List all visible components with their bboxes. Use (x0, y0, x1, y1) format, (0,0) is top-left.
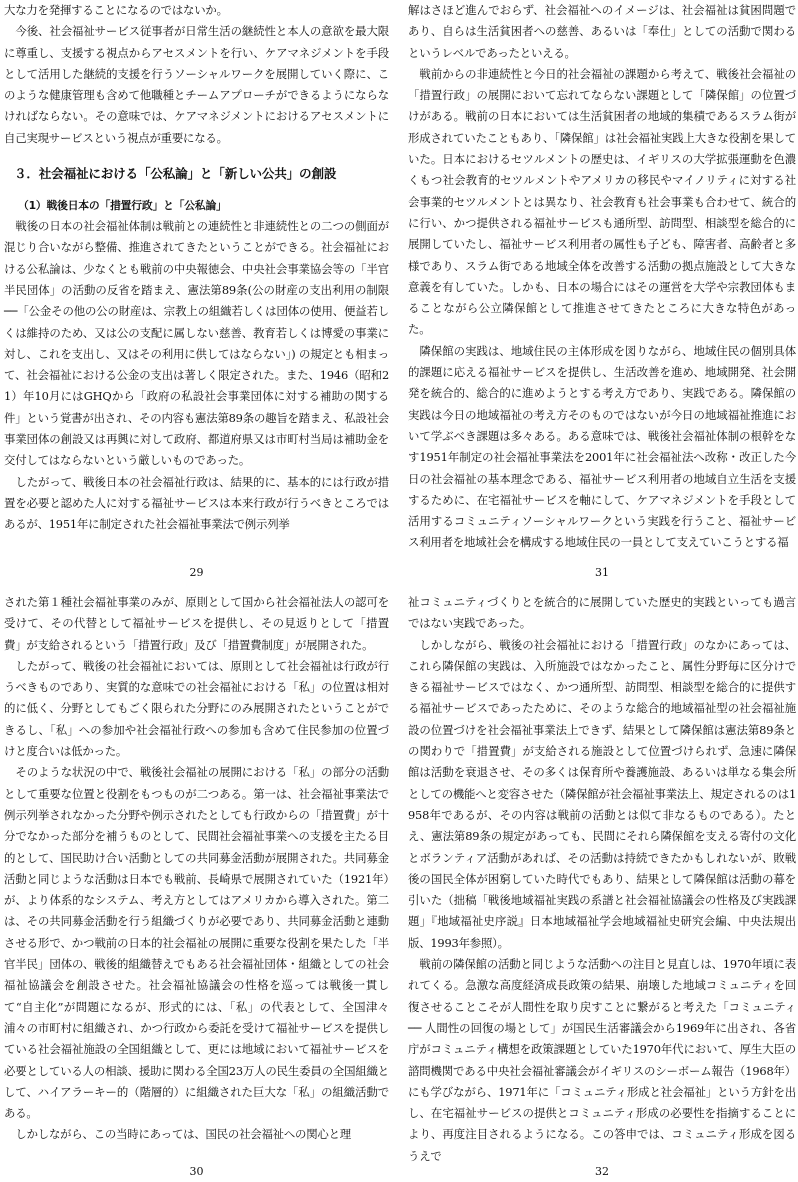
page-29-body (4, 0, 401, 536)
paragraph: したがって、戦後の社会福祉においては、原則として社会福祉は行政が行うべきものであり、実質的な意味での社会福祉における「私」の位置は相対的に低く、分野としてもごく限られた分野にのみ展開されたということができるし、「私」への参加や社会福祉行政への参加も含めて住民参加の位置づけと度合いは低かった。 (4, 658, 389, 759)
paragraph: 戦前からの非連続性と今日的社会福祉の課題から考えて、戦後社会福祉の「措置行政」の展開において忘れてならない課題として「隣保館」の位置づけがある。戦前の日本においては生活貧困者の地域的集積であるスラム街が形成されていたこともあり、「隣保館」は社会福祉実践上大きな役割を果していた。日本におけるセツルメントの歴史は、イギリスの大学拡張運動を色濃くもつ社会教育的セツルメントやアメリカの移民やマイノリティに対する社会事業的セツルメントとは異なり、社会教育も社会事業も合わせて、統合的に行い、かつ提供される福祉サービスも通所型、訪問型、相談型を総合的に展開していたし、福祉サービス利用者の属性も子ども、障害者、高齢者と多様であり、スラム街である地域全体を改善する活動の拠点施設として大きな意義を有していた。しかも、日本の場合にはその運営を大学や宗教団体もまることながら公立隣保館として推進させてきたところに大きな特色があった。 (408, 66, 796, 337)
sub-heading: （1）戦後日本の「措置行政」と「公私論」 (18, 199, 227, 213)
page-number: 30 (189, 1165, 204, 1178)
paragraph: 戦後の日本の社会福祉体制は戦前との連続性と非連続性との二つの側面が混じり合いながら整備、推進されてきたということができる。社会福祉における公私論は、少なくとも戦前の中央報徳会、中央社会事業協会等の「半官半民団体」の活動の反省を踏まえ、憲法第89条(公の財産の支出利用の制限 ──「公金その他の公の財産は、宗教上の組織若しくは団体の使用、便益若しくは維持のため、又は公の支配に属しない慈善、教育若しくは博愛の事業に対し、これを支出し、又はその利用に供してはならない」) の規定とも相まって、社会福祉における公金の支出は著しく限定された。また、1946（昭和21）年10月にはGHQから「政府の私設社会事業団体に対する補助の関する件」という覚書が出され、その内容も憲法第89条の趣旨を踏まえ、私設社会事業団体の創設又は再興に対して政府、都道府県又は市町村当局は補助金を交付してはならないという厳しいものであった。 (4, 219, 401, 468)
page-number: 31 (595, 566, 609, 579)
page-31-body (408, 0, 796, 554)
paragraph: しかしながら、戦後の社会福祉における「措置行政」のなかにあっては、これら隣保館の実践は、入所施設ではなかったこと、属性分野毎に区分けできる福祉サービスではなく、かつ通所型、訪問型、相談型を総合的に提供する福祉サービスであったために、そのような総合的地域福祉型の社会福祉施設の位置づけを社会福祉事業法上できず、結果として隣保館は憲法第89条との関わりで「措置費」が支給される施設として位置づけられず、急速に隣保館は活動を衰退させ、その多くは保育所や養護施設、あるいは単なる集会所としての機能へと変容させた（隣保館が社会福祉事業法上、規定されるのは1958年であるが、その内容は戦前の活動とは似て非なるものである）。たとえ、憲法第89条の規定があっても、民間にそれら隣保館を支える寄付の文化とボランティア活動があれば、その活動は持続できたかもしれないが、敗戦後の国民全体が困窮していた時代でもあり、結果として隣保館は活動の幕を引いた（拙稿「戦後地域福祉実践の系譜と社会福祉協議会の性格及び実践課題」『地域福祉史序説』日本地域福祉学会地域福祉史研究会編、中央法規出版、1993年参照）。 (408, 637, 796, 950)
paragraph: 隣保館の実践は、地域住民の主体形成を図りながら、地域住民の個別具体的課題に応える福祉サービスを提供し、生活改善を進め、地域開発、社会開発を統合的、総合的に進めようとする考え方であり、実践である。隣保館の実践は今日の地域福祉の考え方そのものではないが今日の地域福祉推進において学ぶべき課題は多々ある。ある意味では、戦後社会福祉体制の根幹をなす1951年制定の社会福祉事業法を2001年に社会福祉法へ改称・改正した今日の社会福祉の基本理念である、福祉サービス利用者の地域自立生活を支援するために、在宅福祉サービスを軸にして、ケアマネジメントを手段として活用するコミュニティソーシャルワークという実践を行うこと、福祉サービス利用者を地域社会を構成する地域住民の一員として支えていこうとする福 (408, 343, 796, 550)
page-29 (4, 0, 401, 585)
paragraph: そのような状況の中で、戦後社会福祉の展開における「私」の部分の活動として重要な位置と役割をもつものが二つある。第一は、社会福祉事業法で例示列挙されなかった分野や例示されたとしても行政からの「措置費」が十分でなかった部分を補うものとして、民間社会福祉事業への支援を主たる目的として、国民助け合い活動としての共同募金活動が展開された。共同募金活動と同じような活動は日本でも戦前、長崎県で展開されていた（1921年）が、より体系的なシステム、考え方としてはアメリカから導入された。第二は、その共同募金活動を行う組織づくりが必要であり、共同募金活動と連動させる形で、かつ戦前の日本的社会福祉の展開に重要な役割を果たした「半官半民」団体の、戦後的組織替えでもある社会福祉団体・組織としての社会福祉協議会を創設させた。社会福祉協議会の性格を巡っては戦後一貫して“自主化”が問題になるが、形式的には、「私」の代表として、全国津々浦々の市町村に組織され、かつ行政から委託を受けて福祉サービスを提供している社会福祉施設の全国組織として、更には地域において福祉サービスを必要としている人の相談、援助に関わる全国23万人の民生委員の全国組織として、ハイアラーキー的（階層的）に組織された巨大な「私」の組織活動である。 (4, 765, 389, 1121)
paragraph: したがって、戦後日本の社会福祉行政は、結果的に、基本的には行政が措置を必要と認めた人に対する福祉サービスは本来行政が行うべきところではあるが、1951年に制定された社会福祉事業法で例示列挙 (4, 474, 389, 532)
page-number: 29 (189, 566, 204, 579)
page-32 (408, 592, 796, 1180)
page-30-body (4, 592, 389, 1146)
paragraph: 大な力を発揮することになるのではないか。 (4, 3, 228, 17)
paragraph: 祉コミュニティづくりとを統合的に展開していた歴史的実践といっても過言ではない実践であった。 (408, 595, 796, 631)
paragraph: しかしながら、この当時にあっては、国民の社会福祉への関心と理 (15, 1127, 351, 1142)
paragraph: された第１種社会福祉事業のみが、原則として国から社会福祉法人の認可を受けて、その代替として福祉サービスを提供し、その見返りとして「措置費」が支給されるという「措置行政」及び「措置費制度」が展開された。 (4, 595, 389, 652)
page-32-body (408, 592, 796, 1167)
paragraph: 戦前の隣保館の活動と同じような活動への注目と見直しは、1970年頃に表れてくる。急激な高度経済成長政策の結果、崩壊した地域コミュニティを回復させることこそが人間性を取り戻すことに繋がると考えた「コミュニティ ── 人間性の回復の場として」が国民生活審議会から1969年に出され、各省庁がコミュニティ構想を政策課題としていた1970年代において、厚生大臣の諮問機関である中央社会福祉審議会がイギリスのシーボーム報告（1968年）にも学びながら、1971年に「コミュニティ形成と社会福祉」という方針を出し、在宅福祉サービスの提供とコミュニティ形成の必要性を指摘することにより、再度注目されるようになる。この答申では、コミュニティ形成を図るうえで (408, 957, 796, 1163)
paragraph: 今後、社会福祉サービス従事者が日常生活の継続性と本人の意欲を最大限に尊重し、支援する視点からアセスメントを行い、ケアマネジメントを手段として活用した継続的支援を行うソーシャルワークを展開していく際に、このような健康管理も含めて他職種とチームアプローチができるようにならなければならない。その意味では、ケアマネジメントにおけるアセスメントに自己実現サービスという視点が重要になる。 (4, 24, 389, 145)
page-number: 32 (595, 1165, 609, 1178)
page-30 (4, 592, 389, 1180)
page-31 (408, 0, 796, 585)
section-heading: ３．社会福祉における「公私論」と「新しい公共」の創設 (14, 166, 337, 182)
paragraph: 解はさほど進んでおらず、社会福祉へのイメージは、社会福祉は貧困問題であり、自らは生活貧困者への慈善、あるいは「奉仕」としての活動で関わるというレベルであったといえる。 (408, 3, 796, 60)
